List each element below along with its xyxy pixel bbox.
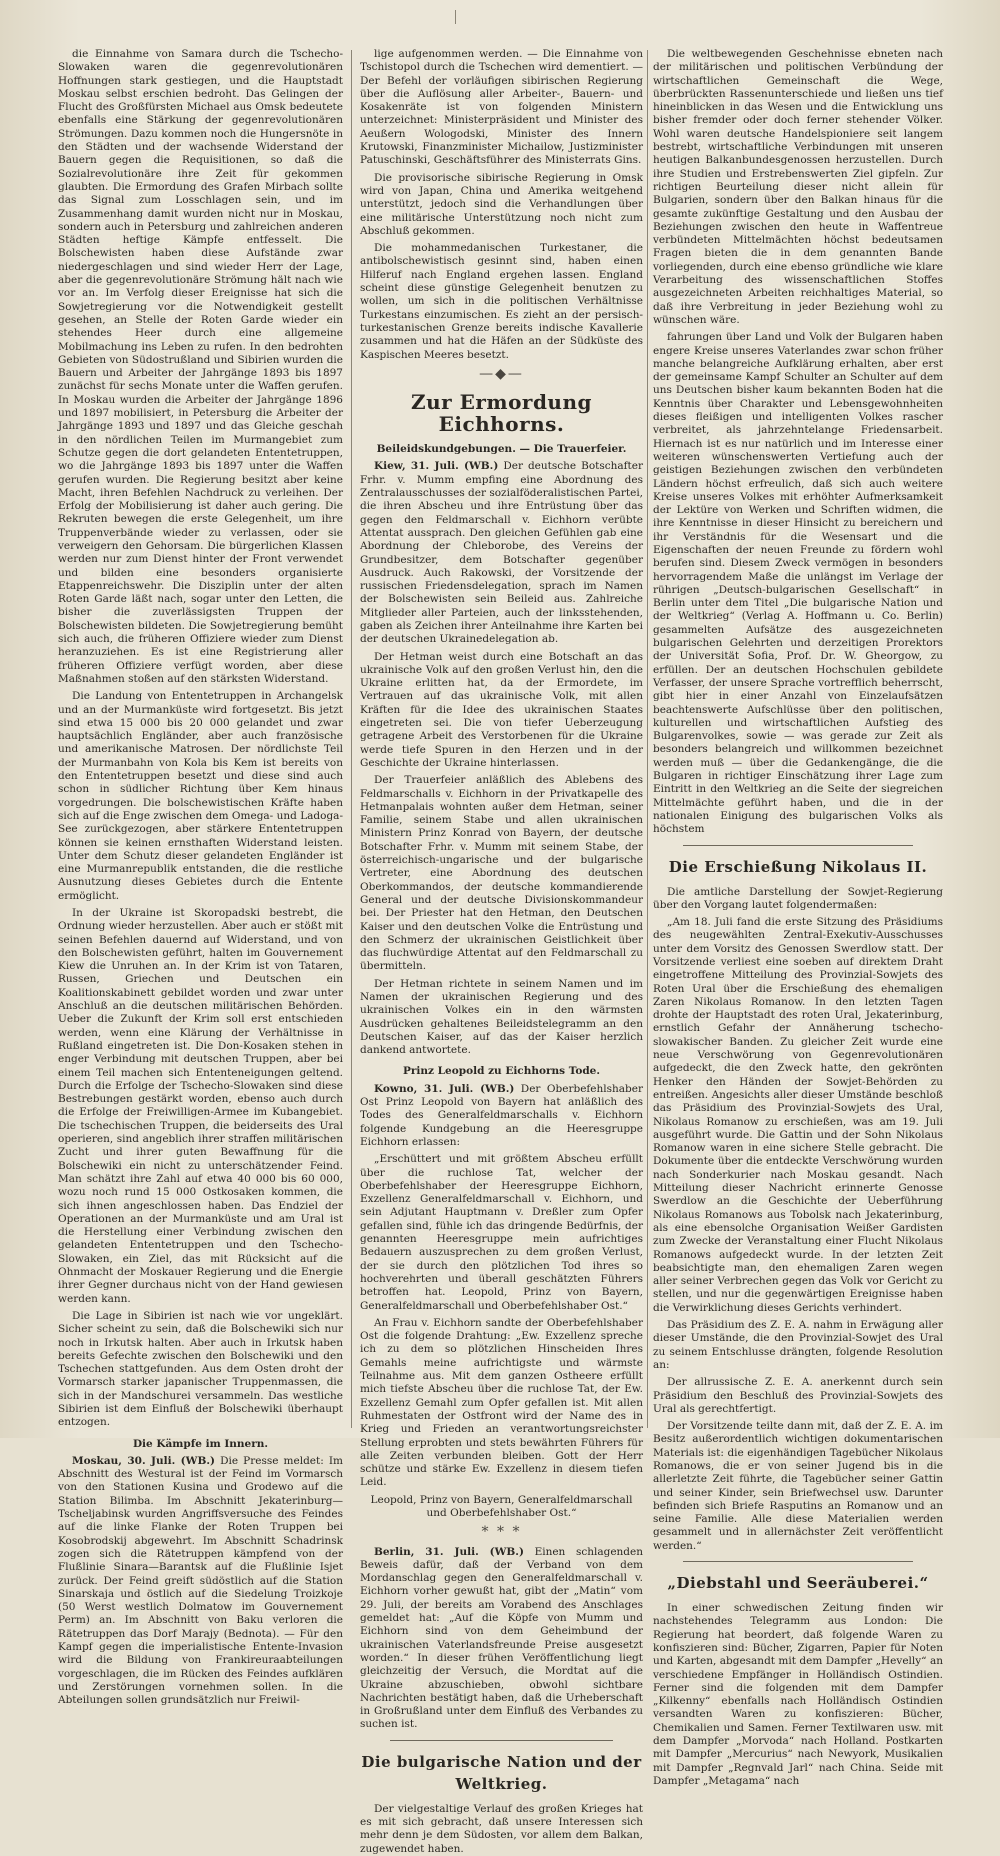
fold-mark: [455, 10, 456, 24]
paragraph: fahrungen über Land und Volk der Bulgaren haben engere Kreise unseres Vaterlandes zwar schon früher manche belangreiche Aufklärung erhalten, aber erst der gemeinsame Kampf Schulter an Schulter auf dem uns Deutschen bisher kaum bekannten Boden hat die Kenntnis über Charakter und Lebensgewohnheiten dieses fleißigen und intelligenten Volkes rascher verbreitet, als jahrzehntelange Friedensarbeit. Hiernach ist es nur natürlich und im Interesse einer weiteren wünschenswerten Vertiefung auch der geistigen Beziehungen zwischen den verbündeten Ländern höchst erfreulich, daß sich auch weitere Kreise unseres Volkes mit erhöhter Aufmerksamkeit der Lektüre von Werken und Schriften widmen, die ihre Kenntnisse in dieser Hinsicht zu bereichern und ihr Verständnis für die Wesensart und die Eigenschaften der neuen Freunde zu fördern wohl berufen sind. Diesem Zweck vermögen in besonders hervorragendem Maße die unlängst im Verlage der rührigen „Deutsch-bulgarischen Gesellschaft“ in Berlin unter dem Titel „Die bulgarische Nation und der Weltkrieg“ (Verlag A. Hoffmann u. Co. Berlin) gesammelten Aufsätze des ausgezeichneten bulgarischen Gelehrten und derzeitigen Prorektors der Universität Sofia, Prof. Dr. W. Gheorgow, zu erfüllen. Der an deutschen Hochschulen gebildete Verfasser, der unsere Sprache vortrefflich beherrscht, gibt hier in einer Anzahl von Einzelaufsätzen beachtenswerte Aufschlüsse über den politischen, kulturellen und wirtschaftlichen Aufstieg des Bulgarenvolkes, sowie — was gerade zur Zeit als besonders belangreich und willkommen bezeichnet werden muß — über die Gedankengänge, die die Bulgaren in richtiger Einschätzung ihrer Lage zum Eintritt in den Weltkrieg an die Seite der siegreichen Mittelmächte geführt haben, und die in der nationalen Einigung des bulgarischen Volks als höchstem: [653, 331, 943, 836]
paragraph: Die Lage in Sibirien ist nach wie vor ungeklärt. Sicher scheint zu sein, daß die Bolschewiki sich nur noch in Irkutsk halten. Aber auch in Irkutsk haben bereits Gefechte zwischen den Bolschewiki und den Tschechen stattgefunden. Aus dem Osten droht der Vormarsch starker japanischer Truppenmassen, die sich in der Mandschurei versammeln. Das westliche Sibirien ist dem Einfluß der Bolschewiki überhaupt entzogen.: [58, 1309, 343, 1429]
paragraph: In einer schwedischen Zeitung finden wir nachstehendes Telegramm aus London: Die Regierung hat beordert, daß folgende Waren zu konfiszieren sind: Bücher, Zigarren, Papier für Noten und Karten, abgesandt mit dem Dampfer „Hevelly“ an verschiedene Empfänger in Holländisch Ostindien. Ferner sind die folgenden mit dem Dampfer „Kilkenny“ ebenfalls nach Holländisch Ostindien versandten Waren zu konfiszieren: Bücher, Chemikalien und Samen. Ferner Textilwaren usw. mit dem Dampfer „Morvoda“ nach Holland. Postkarten mit Dampfer „Mercurius“ nach Newyork, Musikalien mit Dampfer „Regnvald Jarl“ nach China. Seide mit Dampfer „Metagama“ nach: [653, 1602, 943, 1787]
article-headline: Die Erschießung Nikolaus II.: [668, 857, 928, 876]
paragraph-text: Die Presse meldet: Im Abschnitt des Westural ist der Feind im Vormarsch von den Stationen Kusina und Grodewo auf die Station Bilimba. Im Abschnitt Jekaterinburg—Tscheljabinsk wurden Angriffsversuche des Feindes auf die linke Flanke der Roten Truppen bei Kosobrodskij abgewehrt. Im Abschnitt Schadrinsk zogen sich die Rätetruppen kämpfend von der Flußlinie Sinara—Barantsk auf die Flußlinie Isjet zurück. Der Feind greift südöstlich auf die Station Sinarskaja und östlich auf die Siedelung Troizkoje (50 Werst westlich Dolmatow im Gouvernement Perm) an. Im Abschnitt von Baku verloren die Rätetruppen das Dorf Marajy (Bednota). — Für den Kampf gegen die imperialistische Entente-Invasion wird die Bildung von Frankireuraabteilungen vorgeschlagen, die im Rücken des Feindes aufklären und Zerstörungen vornehmen sollen. In die Abteilungen sollen grundsätzlich nur Freiwil-: [58, 1454, 343, 1707]
column-3: [653, 48, 943, 1787]
dateline: Moskau, 30. Juli. (WB.): [72, 1454, 215, 1467]
dateline: Kowno, 31. Juli. (WB.): [374, 1082, 515, 1095]
divider: [683, 845, 913, 846]
paragraph: [360, 1083, 643, 1149]
paragraph: „Am 18. Juli fand die erste Sitzung des Präsidiums des neugewählten Zentral-Exekutiv-Ausschusses unter dem Vorsitz des Genossen Swerdlow statt. Der Vorsitzende verliest eine soeben auf direktem Draht eingetroffene Mitteilung des Provinzial-Sowjets des Roten Ural über die Erschießung des ehemaligen Zaren Nikolaus Romanow. In den letzten Tagen drohte der Hauptstadt des roten Ural, Jekaterinburg, ernstlich Gefahr der Annäherung tschecho-slowakischer Banden. Zu gleicher Zeit wurde eine neue Verschwörung von Gegenrevolutionären aufgedeckt, die den Zweck hatte, den gekrönten Henker den Händen der Sowjet-Behörden zu entreißen. Angesichts aller dieser Umstände beschloß das Präsidium des Provinzial-Sowjets des Ural, Nikolaus Romanow zu erschießen, was am 19. Juli ausgeführt wurde. Die Gattin und der Sohn Nikolaus Romanow waren in eine sichere Stelle gebracht. Die Dokumente über die entdeckte Verschwörung wurden nach Sonderkurier nach Moskau gesandt. Nach Mitteilung dieser Nachricht erinnerte Genosse Swerdlow an die Geschichte der Ueberführung Nikolaus Romanows aus Tobolsk nach Jekaterinburg, als eine ebensolche Organisation Weißer Gardisten zum Zwecke der Veranstaltung einer Flucht Nikolaus Romanows aufgedeckt wurde. In der letzten Zeit beabsichtigte man, den ehemaligen Zaren wegen aller seiner Verbrechen gegen das Volk vor Gericht zu stellen, und nur die gegenwärtigen Ereignisse haben die Verwirklichung dieses Gerichts verhindert.: [653, 916, 943, 1314]
dateline: Kiew, 31. Juli. (WB.): [374, 460, 499, 473]
section-heading: Die Kämpfe im Innern.: [132, 1437, 269, 1450]
paragraph: [360, 1546, 643, 1732]
article-subheading: Beileidskundgebungen. — Die Trauerfeier.: [376, 443, 627, 456]
paragraph-text: Einen schlagenden Beweis dafür, daß der Verband von dem Mordanschlag gegen den Generalfeldmarschall v. Eichhorn vorher gewußt hat, gibt der „Matin“ vom 29. Juli, der bereits am Vorabend des Anschlages gemeldet hat: „Auf die Köpfe von Mumm und Eichhorn sind von dem Geheimbund der ukrainischen Vaterlandsfreunde Preise ausgesetzt worden.“ In dieser frühen Veröffentlichung liegt gleichzeitig der Versuch, die Mordtat auf die Ukraine abzuschieben, obwohl sichtbare Nachrichten bestätigt haben, daß die Urheberschaft in Großrußland unter dem Einfluß des Verbandes zu suchen ist.: [360, 1545, 643, 1731]
column-1: [58, 48, 343, 1707]
paragraph: lige aufgenommen werden. — Die Einnahme von Tschistopol durch die Tschechen wird dementiert. — Der Befehl der vorläufigen sibirischen Regierung über die Auflösung aller Arbeiter-, Bauern- und Kosakenräte ist von folgenden Ministern unterzeichnet: Ministerpräsident und Minister des Aeußern Wologodski, Minister des Innern Krutowski, Finanzminister Michailow, Justizminister Patuschinski, Geschäftsführer des Ministerrats Gins.: [360, 48, 643, 167]
article-headline: Die bulgarische Nation und der Weltkrieg.: [361, 1752, 642, 1793]
paragraph: Der Hetman richtete in seinem Namen und im Namen der ukrainischen Regierung und des ukrainischen Volkes ein in den wärmsten Ausdrücken gehaltenes Beileidstelegramm an den Deutschen Kaiser, auf das der Kaiser herzlich dankend antwortete.: [360, 977, 643, 1057]
paragraph: Der vielgestaltige Verlauf des großen Krieges hat es mit sich gebracht, daß unsere Interessen sich mehr denn je dem Südosten, vor allem dem Balkan, zugewendet haben.: [360, 1802, 643, 1855]
column-2: [360, 48, 644, 1855]
paragraph: Die amtliche Darstellung der Sowjet-Regierung über den Vorgang lautet folgendermaßen:: [653, 885, 943, 911]
section-heading: Prinz Leopold zu Eichhorns Tode.: [403, 1065, 600, 1078]
separator-ornament: * * *: [481, 1524, 522, 1541]
paragraph: die Einnahme von Samara durch die Tschecho-Slowaken waren die gegenrevolutionären Hoffnungen stark gestiegen, und die Hauptstadt Moskau selbst erschien bedroht. Das Gelingen der Flucht des Großfürsten Michael aus Omsk bedeutete ebenfalls eine Stärkung der gegenrevolutionären Strömungen. Dazu kommen noch die Hungersnöte in den Städten und der wachsende Widerstand der Bauern gegen die Requisitionen, so daß die Sozialrevolutionäre ihre Zeit für gekommen glaubten. Die Ermordung des Grafen Mirbach sollte das Signal zum Losschlagen sein, und im Zusammenhang damit wurden nicht nur in Moskau, sondern auch in Petersburg und zahlreichen anderen Städten heftige Kämpfe entfesselt. Die Bolschewisten haben diese Aufstände zwar niedergeschlagen und sind wieder Herr der Lage, aber die gegenrevolutionäre Strömung hält nach wie vor an. Im Verfolg dieser Ereignisse hat sich die Sowjetregierung vor die Notwendigkeit gestellt gesehen, an Stelle der Roten Garde wieder ein stehendes Heer durch eine allgemeine Mobilmachung ins Leben zu rufen. In den bedrohten Gebieten von Südostrußland und Sibirien wurden die Bauern und Arbeiter der Jahrgänge 1893 bis 1897 zunächst für sechs Monate unter die Waffen gerufen. In Moskau wurden die Arbeiter der Jahrgänge 1896 und 1897 mobilisiert, in Petersburg die Arbeiter der Jahrgänge 1893 und 1897 und das Gleiche geschah in den nördlichen Teilen im Murmangebiet zum Schutze gegen die dort gelandeten Ententetruppen, wo die Jahrgänge 1893 bis 1897 unter die Waffen gerufen wurden. Die Regierung besitzt aber keine Macht, ihren Befehlen Nachdruck zu verleihen. Der Erfolg der Mobilisierung ist daher auch gering. Die Rekruten bewegen die erste Gelegenheit, um ihre Truppenverbände wieder zu verlassen, oder sie verweigern den Gehorsam. Die bürgerlichen Klassen werden nur zum Dienst hinter der Front verwendet und bilden eine besonders organisierte Etappenreichswehr. Die Disziplin unter der alten Roten Garde läßt nach, sogar unter den Letten, die bisher die zuverlässigsten Truppen der Bolschewisten bildeten. Die Sowjetregierung bemüht sich auch, die früheren Offiziere wieder zum Dienst heranzuziehen. Es ist eine Registrierung aller früheren Offiziere verfügt worden, aber diese Maßnahmen stoßen auf den stärksten Widerstand.: [58, 48, 343, 685]
column-rule-right: [647, 50, 648, 1428]
paragraph: Der allrussische Z. E. A. anerkennt durch sein Präsidium den Beschluß des Provinzial-Sowjets des Ural als gerechtfertigt.: [653, 1376, 943, 1415]
paragraph: Die Landung von Ententetruppen in Archangelsk und an der Murmanküste wird fortgesetzt. Bis jetzt sind etwa 15 000 bis 20 000 gelandet und zwar hauptsächlich Engländer, aber auch französische und amerikanische Matrosen. Der nördlichste Teil der Murmanbahn von Kola bis Kem ist bereits von den Ententetruppen besetzt und diese sind auch schon in südlicher Richtung über Kem hinaus vorgedrungen. Die bolschewistischen Kräfte haben sich auf die Enge zwischen dem Omega- und Ladoga-See zurückgezogen, aber stärkere Ententetruppen können sie keinen ernsthaften Widerstand leisten. Unter dem Schutz dieser gelandeten Engländer ist eine Murmanrepublik entstanden, die die restliche Ausnutzung dieses Gebietes durch die Entente ermöglicht.: [58, 690, 343, 902]
paragraph: Die weltbewegenden Geschehnisse ebneten nach der militärischen und politischen Verbündung der wirtschaftlichen Gemeinschaft die Wege, überbrückten Rassenunterschiede und ließen uns tief hineinblicken in das Wesen und die Entwicklung uns bisher fremder oder doch ferner stehender Völker. Wohl waren deutsche Handelspioniere seit langem bestrebt, wirtschaftliche Verbindungen mit unseren heutigen Balkanbundesgenossen herzustellen. Durch ihre Studien und Erstrebenswerten Ziel gipfeln. Zur richtigen Beurteilung dieser nicht allein für Bulgarien, sondern über den Balkan hinaus für die gesamte zukünftige Gestaltung und den Ausbau der Beziehungen zwischen den heute in Waffentreue verbündeten Mittelmächten höchst bedeutsamen Fragen bieten die in dem genannten Bande vorliegenden, durch eine ebenso gründliche wie klare Verarbeitung des wissenschaftlichen Stoffes ausgezeichneten Arbeiten reichhaltiges Material, so daß ihre Verbreitung in jeder Beziehung wohl zu wünschen wäre.: [653, 48, 943, 326]
paragraph: Der Hetman weist durch eine Botschaft an das ukrainische Volk auf den großen Verlust hin, den die Ukraine erlitten hat, da der Ermordete, im Vertrauen auf das ukrainische Volk, mit allen Kräften für die Idee des ukrainischen Staates eingetreten sei. Die von tiefer Ueberzeugung getragene Arbeit des Verstorbenen für die Ukraine werde tiefe Spuren in den Herzen und in der Geschichte der Ukraine hinterlassen.: [360, 650, 643, 769]
article-headline: Zur Ermordung Eichhorns.: [410, 390, 592, 437]
dateline: Berlin, 31. Juli. (WB.): [374, 1545, 524, 1558]
divider: [390, 1740, 613, 1741]
paragraph: [360, 460, 643, 646]
paragraph-text: Der Oberbefehlshaber Ost Prinz Leopold von Bayern hat anläßlich des Todes des Generalfeldmarschalls v. Eichhorn folgende Kundgebung an die Heeresgruppe Eichhorn erlassen:: [360, 1082, 643, 1148]
paragraph: [58, 1455, 343, 1708]
paragraph: Der Trauerfeier anläßlich des Ablebens des Feldmarschalls v. Eichhorn in der Privatkapelle des Hetmanpalais wohnten außer dem Hetman, seiner Familie, seinem Stabe und allen ukrainischen Ministern Prinz Konrad von Bayern, der deutsche Botschafter Frhr. v. Mumm mit seinem Stabe, der österreichisch-ungarische und der bulgarische Vertreter, eine Abordnung des deutschen Oberkommandos, der deutsche kommandierende General und der deutsche Divisionskommandeur bei. Der Priester hat den Hetman, den Deutschen Kaiser und den deutschen Volke die Entrüstung und den Schmerz der ukrainischen Geistlichkeit über das fluchwürdige Attentat auf den Feldmarschall zu übermitteln.: [360, 774, 643, 973]
paragraph: Die mohammedanischen Turkestaner, die antibolschewistisch gesinnt sind, haben einen Hilferuf nach England ergehen lassen. England scheint diese günstige Gelegenheit benutzen zu wollen, um sich in die politischen Verhältnisse Turkestans einzumischen. Es zieht an der persisch-turkestanischen Grenze bereits indische Kavallerie zusammen und hat die Häfen an der Südküste des Kaspischen Meeres besetzt.: [360, 242, 643, 361]
column-rule-left: [351, 50, 352, 1428]
paragraph-text: Der deutsche Botschafter Frhr. v. Mumm empfing eine Abordnung des Zentralausschusses der sozialföderalistischen Partei, die ihren Abscheu und ihre Entrüstung über das gegen den Feldmarschall v. Eichhorn verübte Attentat aussprach. Den gleichen Gefühlen gab eine Abordnung der Chleborobe, des Vereins der Grundbesitzer, dem Botschafter gegenüber Ausdruck. Auch Rakowski, der Vorsitzende der russischen Friedensdelegation, sprach im Namen der Bolschewisten sein Beileid aus. Zahlreiche Mitglieder aller Parteien, auch der linksstehenden, gaben als Zeichen ihrer Anteilnahme ihre Karten bei der deutschen Ukrainedelegation ab.: [360, 460, 644, 646]
signature: Leopold, Prinz von Bayern, Generalfeldmarschall und Oberbefehlshaber Ost.“: [370, 1493, 633, 1519]
article-headline: „Diebstahl und Seeräuberei.“: [667, 1574, 929, 1593]
separator-ornament: —◆—: [479, 365, 524, 382]
divider: [683, 1561, 913, 1562]
paragraph: An Frau v. Eichhorn sandte der Oberbefehlshaber Ost die folgende Drahtung: „Ew. Exzellenz spreche ich zu dem so plötzlichen Hinscheiden Ihres Gemahls meine aufrichtigste und wärmste Teilnahme aus. Mit dem ganzen Ostheere erfüllt mich tiefste Abscheu über die ruchlose Tat, der Ew. Exzellenz Gemahl zum Opfer gefallen ist. Mit allen Ruhmestaten der Ostfront wird der Name des in Krieg und Frieden an verantwortungsreichster Stellung erprobten und stets bewährten Führers für alle Zeiten verbunden bleiben. Gott der Herr schütze und stärke Ew. Exzellenz in diesem tiefen Leid.: [360, 1316, 643, 1489]
paragraph: Der Vorsitzende teilte dann mit, daß der Z. E. A. im Besitz außerordentlich wichtigen dokumentarischen Materials ist: die eigenhändigen Tagebücher Nikolaus Romanows, die er von seiner Jugend bis in die allerletzte Zeit führte, die Tagebücher seiner Gattin und seiner Kinder, sein Briefwechsel usw. Darunter befinden sich Briefe Rasputins an Romanow und an seine Familie. Alle diese Materialien werden gesammelt und in allernächster Zeit veröffentlicht werden.“: [653, 1420, 943, 1552]
paragraph: In der Ukraine ist Skoropadski bestrebt, die Ordnung wieder herzustellen. Aber auch er stößt mit seinen Befehlen dauernd auf Widerstand, und von den Bolschewisten geführt, halten im Gouvernement Kiew die Unruhen an. In der Krim ist von Tataren, Russen, Griechen und Deutschen ein Koalitionskabinett gebildet worden und zwar unter Anschluß an die deutschen militärischen Behörden. Ueber die Zukunft der Krim soll erst entschieden werden, wenn eine Klärung der Verhältnisse in Rußland eingetreten ist. Die Don-Kosaken stehen in enger Verbindung mit deutschen Truppen, aber bei einem Teil machen sich Ententeneigungen geltend. Durch die Erfolge der Tschecho-Slowaken sind diese Bestrebungen gestärkt worden, ebenso auch durch die Erfolge der Freiwilligen-Armee im Kubangebiet. Die tschechischen Truppen, die beiderseits des Ural operieren, sind angeblich ihrer straffen militärischen Zucht und ihrer guten Bewaffnung für die Bolschewiki ein nicht zu unterschätzender Feind. Man schätzt ihre Zahl auf etwa 40 000 bis 60 000, wozu noch rund 15 000 Ostkosaken kommen, die sich ihnen angeschlossen haben. Das Endziel der Operationen an der Murmanküste und am Ural ist die Herstellung einer Verbindung zwischen den gelandeten Ententetruppen und den Tschecho-Slowaken, ein Ziel, das mit Rücksicht auf die Ohnmacht der Moskauer Regierung und die Energie ihrer Gegner durchaus nicht von der Hand gewiesen werden kann.: [58, 907, 343, 1305]
paragraph: Das Präsidium des Z. E. A. nahm in Erwägung aller dieser Umstände, die den Provinzial-Sowjet des Ural zu seinem Entschlusse drängten, folgende Resolution an:: [653, 1319, 943, 1371]
paragraph: „Erschüttert und mit größtem Abscheu erfüllt über die ruchlose Tat, welcher der Oberbefehlshaber der Heeresgruppe Eichhorn, Exzellenz Generalfeldmarschall v. Eichhorn, und sein Adjutant Hauptmann v. Dreßler zum Opfer gefallen sind, fühle ich das dringende Bedürfnis, der genannten Heeresgruppe mein aufrichtiges Bedauern auszusprechen zu dem großen Verlust, der sie durch den plötzlichen Tod ihres so hochverehrten und überall geschätzten Führers betroffen hat. Leopold, Prinz von Bayern, Generalfeldmarschall und Oberbefehlshaber Ost.“: [360, 1153, 643, 1312]
paragraph: Die provisorische sibirische Regierung in Omsk wird von Japan, China und Amerika weitgehend unterstützt, jedoch sind die Verhandlungen über eine militärische Unterstützung noch nicht zum Abschluß gekommen.: [360, 171, 643, 237]
